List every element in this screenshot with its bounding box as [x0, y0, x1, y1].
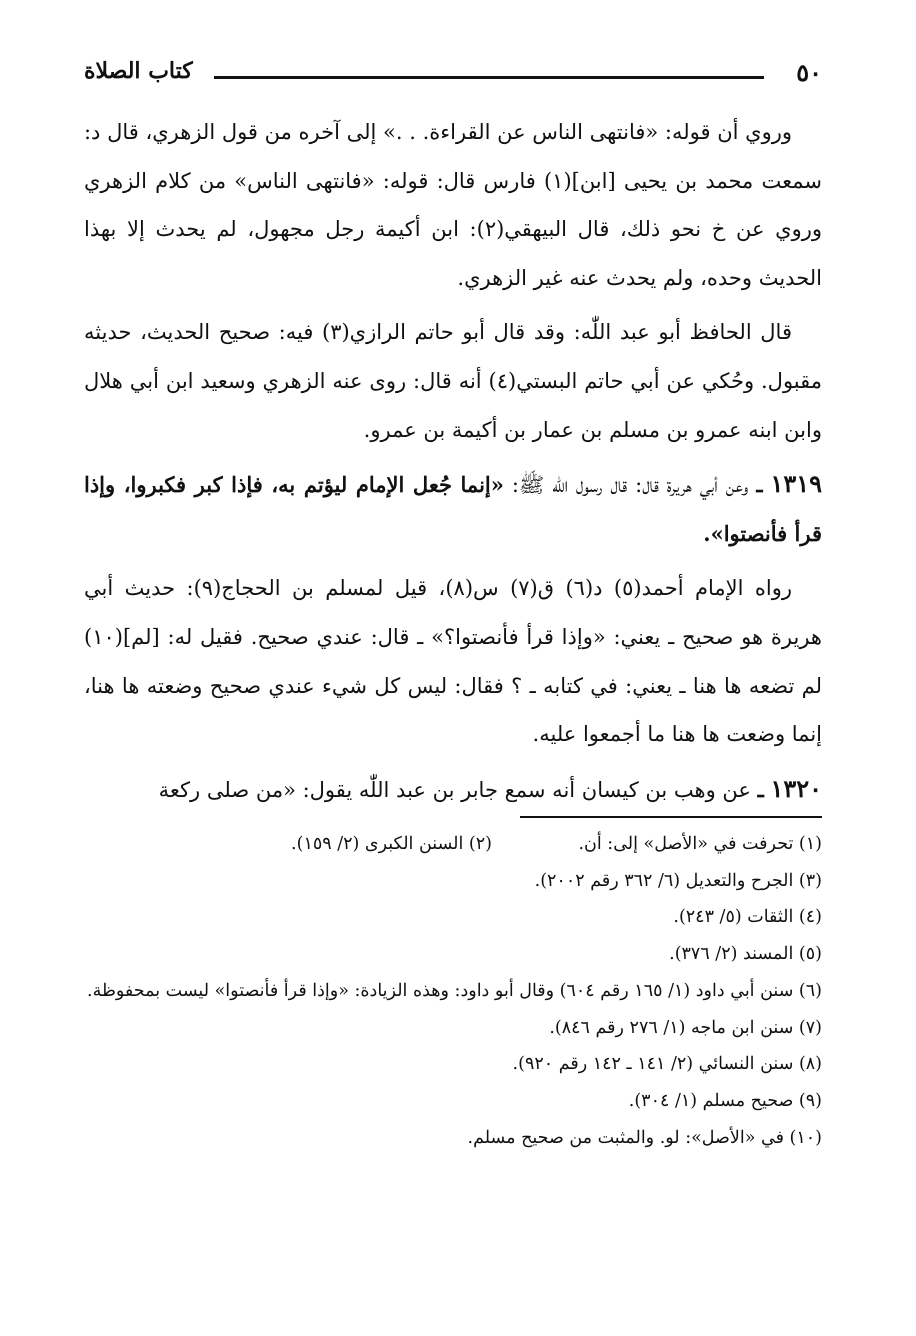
hadith-1320 [84, 765, 822, 815]
footnote-separator [520, 816, 822, 818]
paragraph-takhrij: رواه الإمام أحمد(٥) د(٦) ق(٧) س(٨)، قيل لمسلم بن الحجاج(٩): حديث أبي هريرة هو صحيح ـ يعني: «وإذا قرأ فأنصتوا؟» ـ قال: عندي صحيح. فقيل له: [لم](١٠) لم تضعه ها هنا ـ يعني: في كتابه ـ ؟ فقال: ليس كل شيء عندي صحيح وضعته ها هنا، إنما وضعت ها هنا ما أجمعوا عليه. [84, 576, 822, 747]
paragraph-zuhri: وروي أن قوله: «فانتهى الناس عن القراءة. . .» إلى آخره من قول الزهري، قال د: سمعت محمد بن يحيى [ابن](١) فارس قال: قوله: «فانتهى الناس» من كلام الزهري وروي عن خ نحو ذلك، قال البيهقي(٢): ابن أكيمة رجل مجهول، لم يحدث إلا بهذا الحديث وحده، ولم يحدث عنه غير الزهري. [83, 120, 822, 290]
hadith-text: عن وهب بن كيسان أنه سمع جابر بن عبد اللّٰه يقول: «من صلى ركعة [158, 777, 751, 802]
hadith-intro: وعن أبي هريرة قال: قال رسول اللّٰه ﷺ: [511, 473, 749, 498]
footnote-8: (٨) سنن النسائي (٢/ ١٤١ ـ ١٤٢ رقم ٩٢٠). [512, 1054, 822, 1075]
hadith-number: ١٣٢٠ [770, 773, 822, 803]
footnotes [84, 826, 822, 1156]
hadith-1319 [84, 460, 822, 558]
footnote-5: (٥) المسند (٢/ ٣٧٦). [669, 944, 822, 965]
footnote-1: (١) تحرفت في «الأصل» إلى: أن. [578, 834, 822, 854]
footnote-6: (٦) سنن أبي داود (١/ ١٦٥ رقم ٦٠٤) وقال أبو داود: وهذه الزيادة: «وإذا قرأ فأنصتوا» ليست بمحفوظة. [87, 980, 822, 1001]
footnote-4: (٤) الثقات (٥/ ٢٤٣). [673, 907, 822, 928]
hadith-number: ١٣١٩ [770, 469, 822, 499]
footnote-2: (٢) السنن الكبرى (٢/ ١٥٩). [291, 834, 492, 854]
header-rule [214, 76, 764, 79]
page-header [84, 52, 822, 92]
footnote-7: (٧) سنن ابن ماجه (١/ ٢٧٦ رقم ٨٤٦). [549, 1017, 822, 1038]
hadith-dash: ـ [756, 472, 763, 498]
running-title: كتاب الصلاة [84, 58, 193, 84]
hadith-matn: «إنما جُعل الإمام ليؤتم به، فإذا كبر فكبروا، وإذا قرأ فأنصتوا». [84, 472, 822, 546]
footnote-3: (٣) الجرح والتعديل (٦/ ٣٦٢ رقم ٢٠٠٢). [534, 870, 822, 891]
footnote-row [84, 826, 822, 863]
page-number: ٥٠ [796, 58, 822, 87]
footnote-10: (١٠) في «الأصل»: لو. والمثبت من صحيح مسلم. [467, 1127, 822, 1148]
footnote-9: (٩) صحيح مسلم (١/ ٣٠٤). [628, 1090, 822, 1111]
main-text [84, 108, 822, 820]
hadith-dash: ـ [757, 776, 764, 802]
paragraph-hafiz: قال الحافظ أبو عبد اللّٰه: وقد قال أبو حاتم الرازي(٣) فيه: صحيح الحديث، حديثه مقبول. وحُكي عن أبي حاتم البستي(٤) أنه قال: روى عنه الزهري وسعيد ابن أبي هلال وابن ابنه عمرو بن مسلم بن عمار بن أكيمة بن عمرو. [84, 320, 823, 442]
